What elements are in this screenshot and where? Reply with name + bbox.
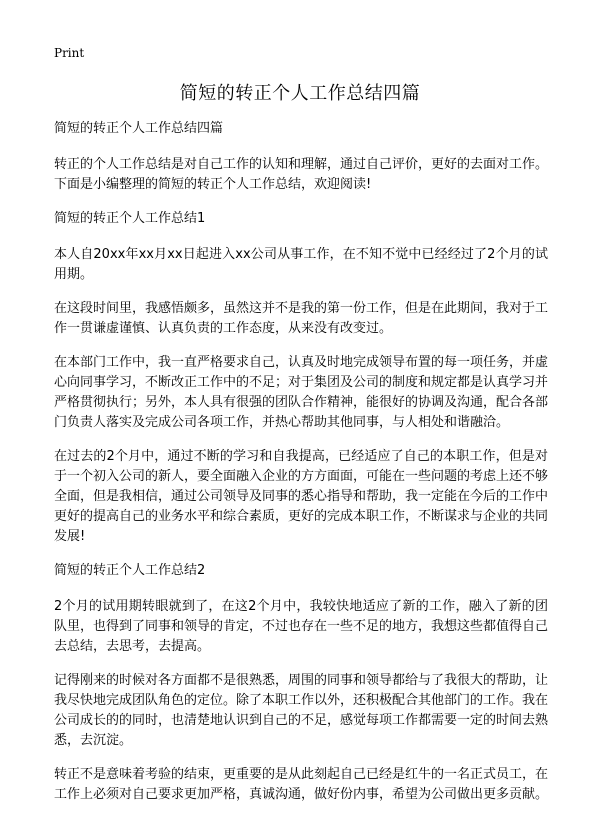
paragraph: 转正不是意味着考验的结束，更重要的是从此刻起自己已经是红牛的一名正式员工，在工作上必须对自己要求更加严格，真诚沟通，做好份内事，希望为公司做出更多贡献。 bbox=[54, 767, 549, 802]
paragraph: 2个月的试用期转眼就到了，在这2个月中，我较快地适应了新的工作，融入了新的团队里，也得到了同事和领导的肯定，不过也存在一些不足的地方，我想这些都值得自己去总结，去思考，去提高。 bbox=[54, 599, 549, 654]
paragraph: 在本部门工作中，我一直严格要求自己，认真及时地完成领导布置的每一项任务，并虚心向同事学习，不断改正工作中的不足；对于集团及公司的制度和规定都是认真学习并严格贯彻执行；另外，本人具有很强的团队合作精神，能很好的协调及沟通，配合各部门负责人落实及完成公司各项工作，并热心帮助其他同事，与人相处和谐融洽。 bbox=[54, 355, 549, 430]
paragraph: 在这段时间里，我感悟颇多，虽然这并不是我的第一份工作，但是在此期间，我对于工作一贯谦虚谨慎、认真负责的工作态度，从来没有改变过。 bbox=[54, 301, 549, 336]
paragraph: 转正的个人工作总结是对自己工作的认知和理解，通过自己评价，更好的去面对工作。下面是小编整理的简短的转正个人工作总结，欢迎阅读! bbox=[54, 157, 549, 192]
paragraph: 记得刚来的时候对各方面都不是很熟悉，周围的同事和领导都给与了我很大的帮助，让我尽快地完成团队角色的定位。除了本职工作以外，还积极配合其他部门的工作。我在公司成长的的同时，也清楚地认识到自己的不足，感觉每项工作都需要一定的时间去熟悉，去沉淀。 bbox=[54, 673, 549, 748]
section-heading: 简短的转正个人工作总结2 bbox=[54, 563, 206, 578]
print-link[interactable]: Print bbox=[54, 46, 85, 60]
section-heading: 简短的转正个人工作总结1 bbox=[54, 211, 206, 226]
paragraph: 本人自20xx年xx月xx日起进入xx公司从事工作，在不知不觉中已经经过了2个月的试用期。 bbox=[54, 247, 548, 282]
page-title: 简短的转正个人工作总结四篇 bbox=[179, 83, 421, 104]
section-heading: 简短的转正个人工作总结四篇 bbox=[54, 121, 224, 136]
paragraph: 在过去的2个月中，通过不断的学习和自我提高，已经适应了自己的本职工作，但是对于一个初入公司的新人，要全面融入企业的方方面面，可能在一些问题的考虑上还不够全面，但是我相信，通过公司领导及同事的悉心指导和帮助，我一定能在今后的工作中更好的提高自己的业务水平和综合素质，更好的完成本职工作，不断谋求与企业的共同发展! bbox=[54, 449, 549, 544]
article-body bbox=[54, 119, 548, 819]
